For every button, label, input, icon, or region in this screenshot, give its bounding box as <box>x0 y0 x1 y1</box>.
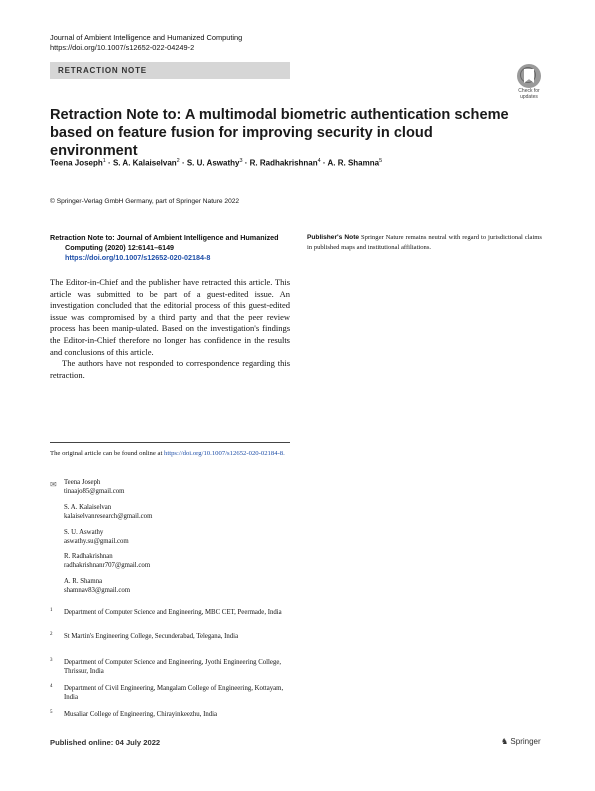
affiliation-text: Department of Civil Engineering, Mangalam College of Engineering, Kottayam, India <box>64 685 284 702</box>
affiliation-text: Musaliar College of Engineering, Chirayinkeezhu, India <box>64 711 218 718</box>
contact-email[interactable]: shamnav83@gmail.com <box>64 587 131 595</box>
affiliation-number: 1 <box>50 608 53 613</box>
contact-name: Teena Joseph <box>64 479 101 486</box>
check-updates-icon <box>517 64 541 88</box>
badge-line2: updates <box>520 93 538 100</box>
author-name: Teena Joseph <box>50 158 103 168</box>
check-for-updates-badge[interactable] <box>512 64 546 98</box>
section-band <box>50 62 290 79</box>
retraction-reference <box>50 233 290 263</box>
affiliation <box>50 608 290 617</box>
footnote-rule <box>50 442 290 443</box>
author-separator: · <box>105 158 113 168</box>
affiliation <box>50 684 290 703</box>
author-separator: · <box>242 158 250 168</box>
author-separator: · <box>320 158 328 168</box>
affiliation-number: 5 <box>50 710 53 715</box>
contact-entry <box>64 577 130 596</box>
contact-email[interactable]: tinaajo85@gmail.com <box>64 488 125 496</box>
published-online-date: Published online: 04 July 2022 <box>50 738 161 747</box>
author-sup: 1 <box>102 158 106 164</box>
publishers-note-label: Publisher's Note <box>307 234 360 241</box>
author-list <box>50 158 382 168</box>
publishers-note-text: Springer Nature remains neutral with regard to jurisdictional claims in published maps and institutional affiliations. <box>307 234 542 251</box>
author-name: S. A. Kalaiselvan <box>112 158 177 168</box>
contact-email[interactable]: radhakrishnanr707@gmail.com <box>64 562 151 570</box>
contact-name: R. Radhakrishnan <box>64 553 113 560</box>
contact-entry <box>64 552 150 571</box>
contact-name: S. U. Aswathy <box>64 529 104 536</box>
retraction-ref-label: Retraction Note to: <box>50 233 115 242</box>
badge-line1: Check for <box>518 88 540 94</box>
envelope-icon: ✉ <box>50 480 57 489</box>
contact-name: S. A. Kalaiselvan <box>64 504 112 511</box>
publisher-name: Springer <box>510 737 541 746</box>
affiliation-number: 3 <box>50 658 53 663</box>
original-article-link[interactable]: https://doi.org/10.1007/s12652-020-02184-8. <box>164 450 285 457</box>
author-sup: 2 <box>176 158 180 164</box>
article-title: Retraction Note to: A multimodal biometric authentication scheme based on feature fusion for improving security in cloud environment <box>50 107 509 159</box>
contact-entry <box>64 478 124 497</box>
retraction-ref-doi[interactable]: https://doi.org/10.1007/s12652-020-02184-8 <box>65 253 211 262</box>
copyright: © Springer-Verlag GmbH Germany, part of Springer Nature 2022 <box>50 198 240 205</box>
author-name: S. U. Aswathy <box>186 158 240 168</box>
publisher-logo <box>501 737 541 746</box>
affiliation <box>50 710 290 719</box>
author-sup: 3 <box>239 158 243 164</box>
body-paragraph: The Editor-in-Chief and the publisher have retracted this article. This article was submitted to be part of a guest-edited issue. An investigation concluded that the editorial process of this guest-edited issue was compromised by a third party and that the peer review process has been manip-ulated. Based on the investigation's findings the Editor-in-Chief therefore no longer has confidence in the results and conclusions of this article. <box>50 277 290 357</box>
affiliation-number: 4 <box>50 684 53 689</box>
affiliation-text: Department of Computer Science and Engineering, MBC CET, Peermade, India <box>64 609 282 616</box>
author-separator: · <box>179 158 187 168</box>
retraction-ref-text: Journal of Ambient Intelligence and Humanized Computing (2020) 12:6141–6149 <box>65 233 279 252</box>
affiliation-text: Department of Computer Science and Engineering, Jyothi Engineering College, Thrissur, India <box>64 659 282 676</box>
original-article-text: The original article can be found online at <box>50 450 163 457</box>
original-article-note <box>50 449 290 459</box>
author-sup: 5 <box>379 158 383 164</box>
header-doi[interactable]: https://doi.org/10.1007/s12652-022-04249-2 <box>50 43 195 52</box>
body-paragraph: The authors have not responded to correspondence regarding this retraction. <box>50 358 290 380</box>
author-name: R. Radhakrishnan <box>249 158 318 168</box>
journal-name: Journal of Ambient Intelligence and Humanized Computing <box>50 33 243 42</box>
body-text <box>50 277 290 381</box>
publishers-note <box>307 233 542 252</box>
contact-entry <box>64 503 152 522</box>
author-name: A. R. Shamna <box>327 158 380 168</box>
section-label: RETRACTION NOTE <box>58 66 147 75</box>
affiliation-number: 2 <box>50 632 53 637</box>
affiliation-text: St Martin's Engineering College, Secunderabad, Telegana, India <box>64 633 239 640</box>
springer-horse-icon: ♞ <box>501 737 509 746</box>
author-sup: 4 <box>317 158 321 164</box>
contact-name: A. R. Shamna <box>64 578 103 585</box>
contact-email[interactable]: kalaiselvanresearch@gmail.com <box>64 513 153 521</box>
affiliation <box>50 632 290 641</box>
affiliation <box>50 658 290 677</box>
contact-email[interactable]: aswathy.su@gmail.com <box>64 538 129 546</box>
contact-entry <box>64 528 129 547</box>
